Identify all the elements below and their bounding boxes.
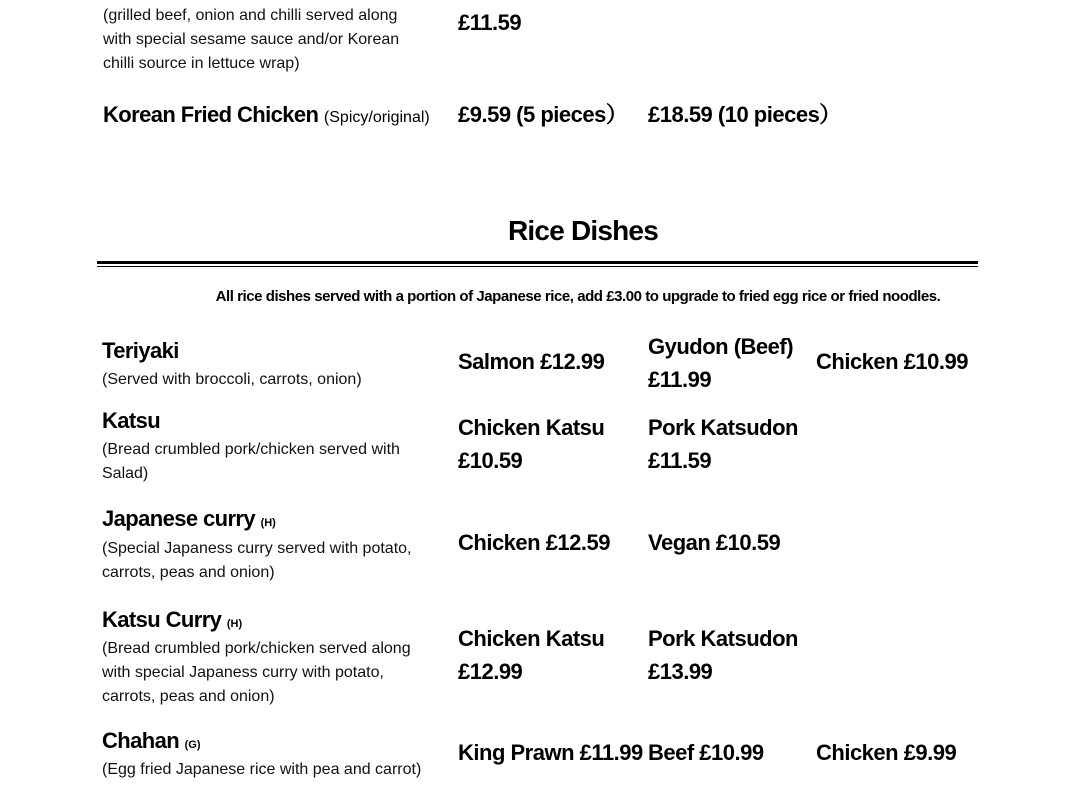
japanese-curry-price-chicken bbox=[458, 526, 610, 559]
price-line: Pork Katsudon bbox=[648, 415, 798, 440]
chahan-price-chicken bbox=[816, 736, 956, 769]
item-name: Teriyaki bbox=[102, 338, 179, 363]
chahan-title bbox=[102, 728, 200, 758]
teriyaki-description bbox=[102, 368, 362, 392]
item-name: Katsu bbox=[102, 408, 161, 433]
section-divider-thick bbox=[97, 261, 978, 264]
katsu-curry-price-pork bbox=[648, 622, 798, 688]
description-line: (Served with broccoli, carrots, onion) bbox=[102, 371, 362, 388]
price-line: Chicken £12.59 bbox=[458, 530, 610, 555]
bulgogi-price: £11.59 bbox=[458, 10, 522, 35]
item-name: Japanese curry bbox=[102, 506, 256, 531]
section-title: Rice Dishes bbox=[508, 215, 658, 246]
price-line: Chicken £9.99 bbox=[816, 740, 957, 765]
price-line: £11.59 bbox=[648, 448, 712, 473]
katsu-price-pork bbox=[648, 411, 798, 477]
description-line: with special Japaness curry with potato, bbox=[102, 664, 384, 681]
price-line: Vegan £10.59 bbox=[648, 530, 781, 555]
katsu-curry-title bbox=[102, 607, 242, 637]
price-line: Beef £10.99 bbox=[648, 740, 764, 765]
price-line: Gyudon (Beef) bbox=[648, 334, 794, 359]
fried-chicken-title bbox=[103, 102, 430, 131]
item-name: Katsu Curry bbox=[102, 607, 222, 632]
section-subtitle: All rice dishes served with a portion of Japanese rice, add £3.00 to upgrade to fried egg rice or fried noodles. bbox=[215, 288, 941, 305]
chahan-description bbox=[102, 758, 421, 782]
item-tag: (H) bbox=[260, 517, 276, 529]
price-line: King Prawn £11.99 bbox=[458, 740, 643, 765]
item-name: Korean Fried Chicken bbox=[103, 102, 319, 127]
description-line: (Bread crumbled pork/chicken served along bbox=[102, 640, 411, 657]
katsu-curry-price-chicken bbox=[458, 622, 604, 688]
chahan-price-prawn bbox=[458, 736, 643, 769]
item-note: (Spicy/original) bbox=[323, 109, 430, 126]
item-name: Chahan bbox=[102, 728, 180, 753]
price-line: Salmon £12.99 bbox=[458, 349, 605, 374]
item-tag: (H) bbox=[226, 618, 243, 630]
japanese-curry-title bbox=[102, 506, 276, 536]
description-line: (grilled beef, onion and chilli served along bbox=[103, 7, 398, 24]
teriyaki-price-gyudon bbox=[648, 330, 793, 396]
price-line: £12.99 bbox=[458, 659, 523, 684]
chahan-price-beef bbox=[648, 736, 764, 769]
description-line: Salad) bbox=[102, 465, 149, 482]
fried-chicken-price-small: £9.59 (5 pieces） bbox=[458, 102, 628, 127]
price-line: £11.99 bbox=[648, 367, 712, 392]
teriyaki-title bbox=[102, 338, 179, 364]
item-tag: (G) bbox=[184, 739, 201, 751]
katsu-description bbox=[102, 438, 400, 486]
price-line: £10.59 bbox=[458, 448, 523, 473]
price-line: Chicken Katsu bbox=[458, 626, 605, 651]
katsu-title bbox=[102, 408, 160, 434]
description-line: (Bread crumbled pork/chicken served with bbox=[102, 441, 400, 458]
bulgogi-description bbox=[103, 4, 399, 76]
japanese-curry-price-vegan bbox=[648, 526, 780, 559]
description-line: with special sesame sauce and/or Korean bbox=[103, 31, 400, 48]
description-line: carrots, peas and onion) bbox=[102, 688, 275, 705]
price-line: Pork Katsudon bbox=[648, 626, 798, 651]
price-line: Chicken Katsu bbox=[458, 415, 605, 440]
description-line: (Egg fried Japanese rice with pea and carrot) bbox=[102, 761, 422, 778]
katsu-price-chicken bbox=[458, 411, 604, 477]
description-line: carrots, peas and onion) bbox=[102, 564, 275, 581]
katsu-curry-description bbox=[102, 637, 411, 709]
teriyaki-price-salmon bbox=[458, 345, 604, 378]
description-line: chilli source in lettuce wrap) bbox=[103, 55, 300, 72]
japanese-curry-description bbox=[102, 537, 411, 585]
section-divider-thin bbox=[97, 266, 978, 267]
description-line: (Special Japaness curry served with potato, bbox=[102, 540, 412, 557]
teriyaki-price-chicken bbox=[816, 345, 968, 378]
fried-chicken-price-large: £18.59 (10 pieces） bbox=[648, 102, 841, 127]
price-line: £13.99 bbox=[648, 659, 713, 684]
price-line: Chicken £10.99 bbox=[816, 349, 968, 374]
